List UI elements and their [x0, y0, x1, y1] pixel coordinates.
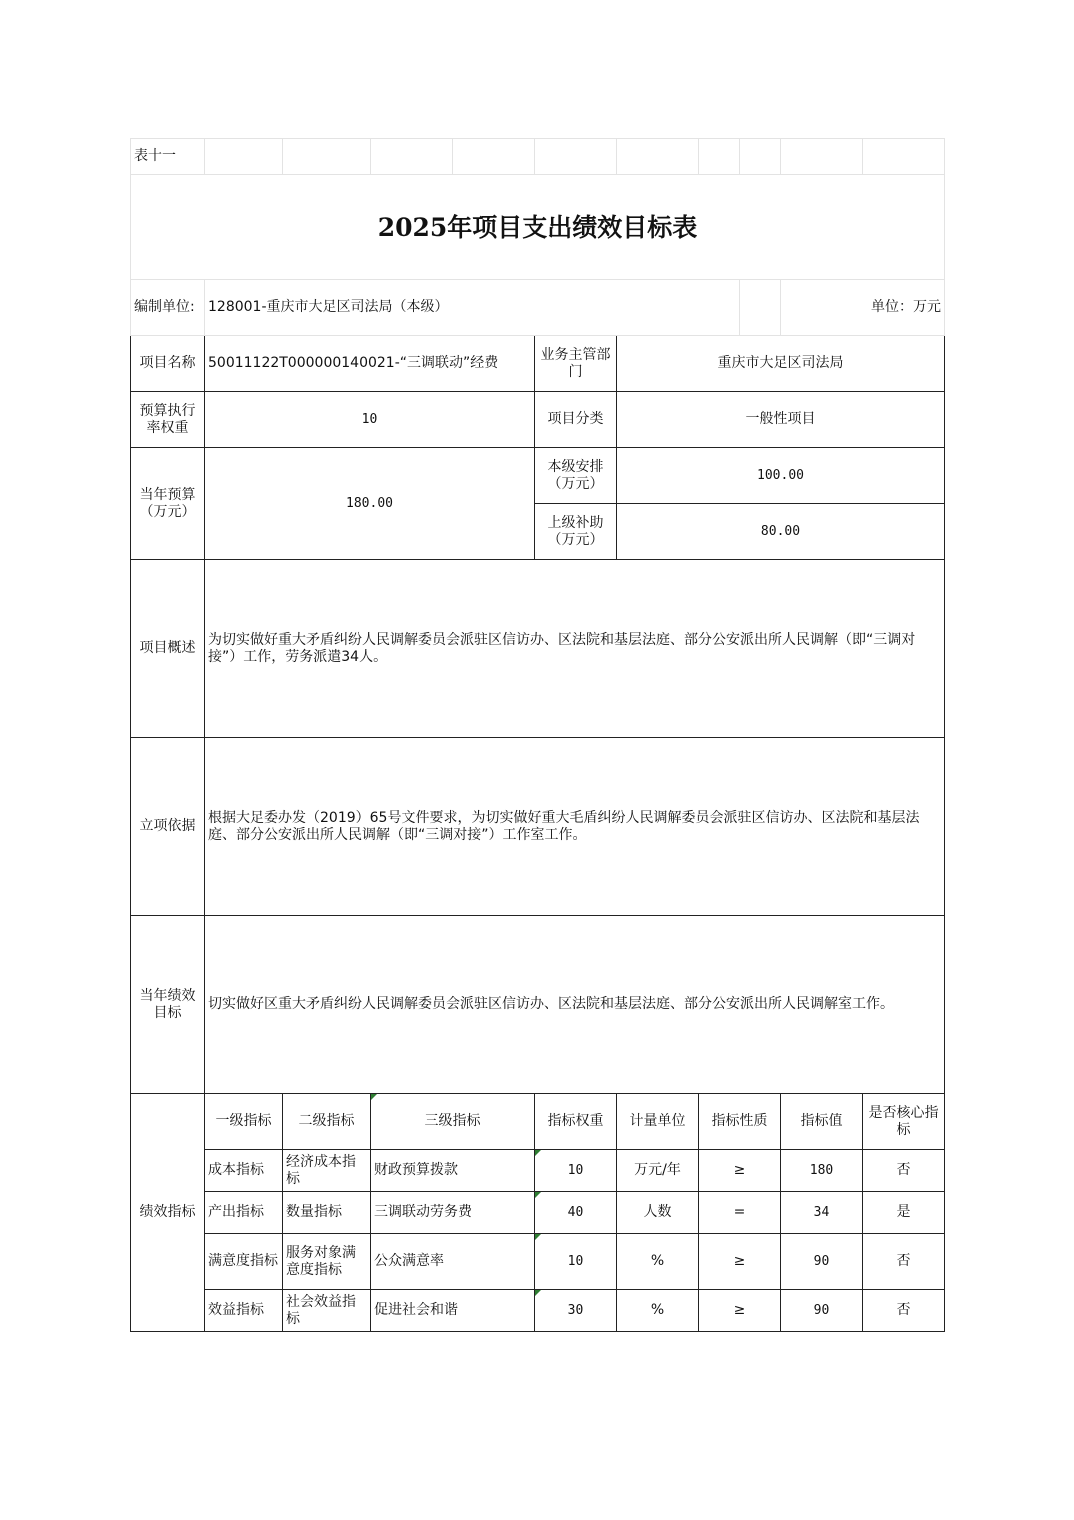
- page-title: 2025年项目支出绩效目标表: [131, 175, 945, 280]
- project-name-label: 项目名称: [131, 336, 205, 392]
- indicator-l2: 社会效益指标: [283, 1290, 371, 1332]
- indicator-l1: 成本指标: [205, 1150, 283, 1192]
- goal-label: 当年绩效目标: [131, 916, 205, 1094]
- indicator-value: 180: [781, 1150, 863, 1192]
- indicator-row: [131, 1192, 945, 1234]
- dept-label: 业务主管部门: [535, 336, 617, 392]
- indicator-core: 否: [863, 1234, 945, 1290]
- indicator-value: 90: [781, 1290, 863, 1332]
- indicator-l1: 产出指标: [205, 1192, 283, 1234]
- category-label: 项目分类: [535, 392, 617, 448]
- overview-value: 为切实做好重大矛盾纠纷人民调解委员会派驻区信访办、区法院和基层法庭、部分公安派出所人民调解（即“三调对接”）工作，劳务派遣34人。: [205, 560, 945, 738]
- basis-value: 根据大足委办发（2019）65号文件要求，为切实做好重大毛盾纠纷人民调解委员会派驻区信访办、区法院和基层法庭、部分公安派出所人民调解（即“三调对接”）工作室工作。: [205, 738, 945, 916]
- header-l1: 一级指标: [205, 1094, 283, 1150]
- title-row: [131, 175, 945, 280]
- project-name-value: 50011122T000000140021-“三调联动”经费: [205, 336, 535, 392]
- indicator-l3: 公众满意率: [371, 1234, 535, 1290]
- overview-label: 项目概述: [131, 560, 205, 738]
- header-weight: 指标权重: [535, 1094, 617, 1150]
- basis-label: 立项依据: [131, 738, 205, 916]
- indicator-l1: 满意度指标: [205, 1234, 283, 1290]
- weight-value: 10: [205, 392, 535, 448]
- upper-budget-value: 80.00: [617, 504, 945, 560]
- indicator-unit: 人数: [617, 1192, 699, 1234]
- indicator-section-label: 绩效指标: [131, 1094, 205, 1332]
- budget-label: 当年预算（万元）: [131, 448, 205, 560]
- indicator-header-row: [131, 1094, 945, 1150]
- indicator-unit: 万元/年: [617, 1150, 699, 1192]
- org-row: [131, 280, 945, 336]
- header-unit: 计量单位: [617, 1094, 699, 1150]
- project-name-row: [131, 336, 945, 392]
- indicator-l1: 效益指标: [205, 1290, 283, 1332]
- header-nature: 指标性质: [699, 1094, 781, 1150]
- org-value: 128001-重庆市大足区司法局（本级）: [205, 280, 740, 336]
- indicator-core: 是: [863, 1192, 945, 1234]
- indicator-nature: =: [699, 1192, 781, 1234]
- performance-target-sheet: [130, 138, 944, 1332]
- indicator-weight: 10: [535, 1150, 617, 1192]
- weight-row: [131, 392, 945, 448]
- indicator-nature: ≥: [699, 1234, 781, 1290]
- indicator-weight: 10: [535, 1234, 617, 1290]
- indicator-l2: 服务对象满意度指标: [283, 1234, 371, 1290]
- indicator-value: 34: [781, 1192, 863, 1234]
- weight-label: 预算执行率权重: [131, 392, 205, 448]
- indicator-row: [131, 1234, 945, 1290]
- goal-value: 切实做好区重大矛盾纠纷人民调解委员会派驻区信访办、区法院和基层法庭、部分公安派出所人民调解室工作。: [205, 916, 945, 1094]
- indicator-l2: 数量指标: [283, 1192, 371, 1234]
- indicator-row: [131, 1150, 945, 1192]
- header-l3: 三级指标: [371, 1094, 535, 1150]
- indicator-unit: %: [617, 1290, 699, 1332]
- local-budget-value: 100.00: [617, 448, 945, 504]
- performance-target-table: [130, 138, 945, 1332]
- budget-row-local: [131, 448, 945, 504]
- indicator-nature: ≥: [699, 1290, 781, 1332]
- indicator-value: 90: [781, 1234, 863, 1290]
- indicator-nature: ≥: [699, 1150, 781, 1192]
- goal-row: [131, 916, 945, 1094]
- unit-label: 单位：万元: [781, 280, 945, 336]
- overview-row: [131, 560, 945, 738]
- header-core: 是否核心指标: [863, 1094, 945, 1150]
- sheet-label-row: [131, 139, 945, 175]
- upper-budget-label: 上级补助（万元）: [535, 504, 617, 560]
- header-value: 指标值: [781, 1094, 863, 1150]
- header-l2: 二级指标: [283, 1094, 371, 1150]
- category-value: 一般性项目: [617, 392, 945, 448]
- indicator-core: 否: [863, 1150, 945, 1192]
- indicator-core: 否: [863, 1290, 945, 1332]
- basis-row: [131, 738, 945, 916]
- budget-value: 180.00: [205, 448, 535, 560]
- indicator-l2: 经济成本指标: [283, 1150, 371, 1192]
- indicator-weight: 30: [535, 1290, 617, 1332]
- indicator-unit: %: [617, 1234, 699, 1290]
- sheet-label: 表十一: [131, 139, 205, 175]
- indicator-weight: 40: [535, 1192, 617, 1234]
- indicator-l3: 财政预算拨款: [371, 1150, 535, 1192]
- indicator-l3: 三调联动劳务费: [371, 1192, 535, 1234]
- indicator-l3: 促进社会和谐: [371, 1290, 535, 1332]
- indicator-row: [131, 1290, 945, 1332]
- local-budget-label: 本级安排（万元）: [535, 448, 617, 504]
- dept-value: 重庆市大足区司法局: [617, 336, 945, 392]
- org-label: 编制单位:: [131, 280, 205, 336]
